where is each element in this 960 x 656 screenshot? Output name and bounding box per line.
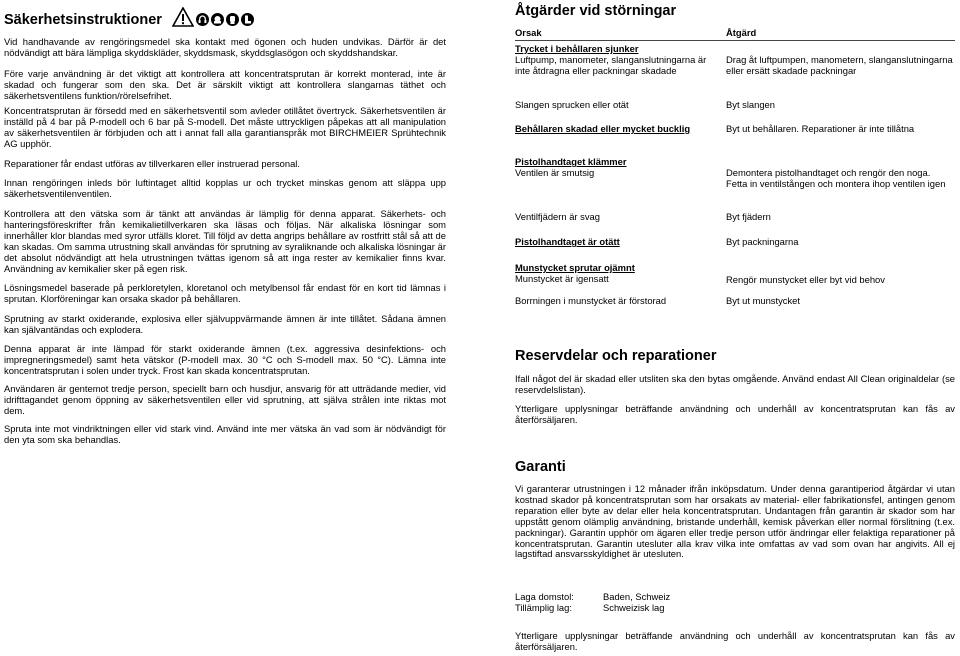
- safety-paragraph-1: Vid handhavande av rengöringsmedel ska kontakt med ögonen och huden undvikas. Därför är det nödvändigt att bära lämpliga skyddskläder, skyddsmask, skyddsglasögon och skyddshandskar.: [4, 36, 446, 58]
- law-row: [515, 602, 670, 613]
- row-heading: Behållaren skadad eller mycket bucklig: [515, 123, 691, 134]
- parts-title: Reservdelar och reparationer: [515, 348, 717, 364]
- row-heading: Pistolhandtaget klämmer: [515, 156, 627, 167]
- gloves-icon: [226, 13, 239, 26]
- footer-paragraph: Ytterligare upplysningar beträffande användning och underhåll av koncentratsprutan kan fås av återförsäljaren.: [515, 630, 955, 652]
- face-shield-icon: [211, 13, 224, 26]
- troubleshoot-title: Åtgärder vid störningar: [515, 3, 677, 19]
- safety-icons: [166, 7, 254, 32]
- row-cause: Munstycket är igensatt: [515, 272, 609, 284]
- safety-paragraph-11: Spruta inte mot vindriktningen eller vid stark vind. Använd inte mer vätska än vad som är nödvändigt för den yta som ska behandlas.: [4, 423, 446, 445]
- row-action: Rengör munstycket eller byt vid behov: [726, 274, 885, 285]
- safety-paragraph-4: Reparationer får endast utföras av tillverkaren eller instruerad personal.: [4, 158, 300, 169]
- row-action: Byt packningarna: [726, 236, 799, 247]
- row-action: Byt slangen: [726, 99, 775, 110]
- safety-paragraph-9: Denna apparat är inte lämpad för starkt oxiderande ämnen (t.ex. aggressiva desinfektions- och impregneringsmedel) samt heta vätskor (P-modell max. 30 °C och S-modell max. 50 °C). Lämna inte koncentratsprutan i solen under tryck. Frost kan skada koncentratsprutan.: [4, 343, 446, 376]
- col-cause-header: Orsak: [515, 27, 542, 38]
- row-action: Drag åt luftpumpen, manometern, slanganslutningarna eller ersätt skadade packningar: [726, 54, 953, 76]
- law-value: Schweizisk lag: [603, 602, 665, 614]
- court-row: [515, 591, 670, 602]
- law-label: Tillämplig lag:: [515, 602, 572, 614]
- row-heading: Trycket i behållaren sjunker: [515, 43, 639, 54]
- row-action: Byt fjädern: [726, 211, 771, 222]
- parts-paragraph-2: Ytterligare upplysningar beträffande användning och underhåll av koncentratsprutan kan fås av återförsäljaren.: [515, 403, 955, 425]
- warning-icon: [172, 7, 194, 32]
- safety-paragraph-8: Sprutning av starkt oxiderande, explosiva eller självuppvärmande ämnen är inte tillåtet. Sådana ämnen kan självantändas och explodera.: [4, 313, 446, 335]
- safety-column: [4, 0, 446, 445]
- row-cause: Ventilfjädern är svag: [515, 211, 600, 222]
- row-action: Byt ut behållaren. Reparationer är inte tillåtna: [726, 123, 915, 134]
- safety-paragraph-3: Koncentratsprutan är försedd med en säkerhetsventil som avleder otillåtet övertryck. Säkerhetsventilen är inställd på 4 bar på P-modell och 6 bar på S-modell. Det måste uttryckligen påpekas att all manipulation av säkerhetsventilen är förbjuden och att i annat fall alla garantianspråk mot BIRCHMEIER Sprühtechnik AG upphör.: [4, 105, 446, 149]
- ear-protection-icon: [196, 13, 209, 26]
- safety-paragraph-6: Kontrollera att den vätska som är tänkt att användas är lämplig för denna apparat. Säkerhets- och hanteringsföreskrifter från kemikalietillverkaren ska läsas och följas. När alkaliska lösningar som innerhåller klor blandas med syror utfälls kloret. Till följd av detta angrips behållare av rostfritt stål så att de kan skadas. Om samma utrustning skall användas för sprutning av syraliknande och alkaliska lösningar är det absolut nödvändigt att hela utrustningen tvättas igenom så att inga rester av kemikalier finns kvar. Användning av kemikalier sker på egen risk.: [4, 208, 446, 274]
- table-row-cause: [515, 44, 720, 77]
- court-label: Laga domstol:: [515, 591, 574, 602]
- safety-paragraph-10: Användaren är gentemot tredje person, speciellt barn och husdjur, ansvarig för att utträdande medier, vid idrifttagandet genom öppning av säkerhetsventilen eller vid sprutning, att själva strålen inte riktas mot dem.: [4, 383, 446, 416]
- safety-paragraph-2: Före varje användning är det viktigt att kontrollera att koncentratsprutan är korrekt monterad, inte är skadad och fungerar som den ska. Det är särskilt viktigt att kontrollera slangarnas täthet och säkerhetsventilens funktion/rörelsefrihet.: [4, 68, 446, 101]
- row-cause: Slangen sprucken eller otät: [515, 99, 629, 110]
- table-row-cause: [515, 263, 720, 285]
- warranty-text: Vi garanterar utrustningen i 12 månader ifrån inköpsdatum. Under denna garantiperiod åtgärdar vi utan kostnad skador på koncentratsprutan som har orsakats av material- eller fabrikationsfel, antingen genom reparation eller byte av delar eller hela koncentratsprutan. Undantagen från garantin är skador som har uppstått genom olämplig användning, bristande underhåll, kemisk påverkan eller normal förslitning (t.ex. packningar). Garantin upphör om ägaren eller tredje person utför ändringar eller felaktiga reparationer på koncentratsprutan. Garantin utesluter alla krav vilka inte omfattas av vad som ovan har angivits. All ej lagstiftad ansvarsskyldighet är utesluten.: [515, 483, 955, 560]
- row-action: Demontera pistolhandtaget och rengör den noga. Fetta in ventilstången och montera ihop ventilen igen: [726, 167, 946, 189]
- row-cause: Borrningen i munstycket är förstorad: [515, 295, 667, 306]
- legal-info: [515, 591, 670, 614]
- parts-paragraph-1: Ifall något del är skadad eller utsliten ska den bytas omgående. Använd endast All Clean originaldelar (se reservdelslistan).: [515, 373, 955, 395]
- safety-title: Säkerhetsinstruktioner: [4, 12, 162, 28]
- safety-header: [4, 6, 446, 32]
- row-cause: Ventilen är smutsig: [515, 166, 595, 178]
- row-action: Byt ut munstycket: [726, 295, 800, 306]
- row-heading: Munstycket sprutar ojämnt: [515, 262, 635, 273]
- boots-icon: [241, 13, 254, 26]
- safety-paragraph-7: Lösningsmedel baserade på perkloretylen, kloretanol och metylbensol får endast för en kort tid lämnas i sprutan. Klorföreningar kan orsaka skador på behållaren.: [4, 282, 446, 304]
- warranty-title: Garanti: [515, 459, 566, 475]
- col-action-header: Åtgärd: [726, 27, 757, 38]
- row-cause: Luftpump, manometer, slanganslutningarna är inte åtdragna eller packningar skadade: [515, 53, 707, 76]
- safety-paragraph-5: Innan rengöringen inleds bör luftintaget alltid kopplas ur och trycket minskas genom att släppa upp säkerhetsventilenventilen.: [4, 177, 446, 199]
- court-value: Baden, Schweiz: [603, 591, 671, 602]
- table-row-cause: [515, 157, 720, 179]
- row-heading: Pistolhandtaget är otätt: [515, 236, 620, 247]
- table-rule: [515, 40, 955, 41]
